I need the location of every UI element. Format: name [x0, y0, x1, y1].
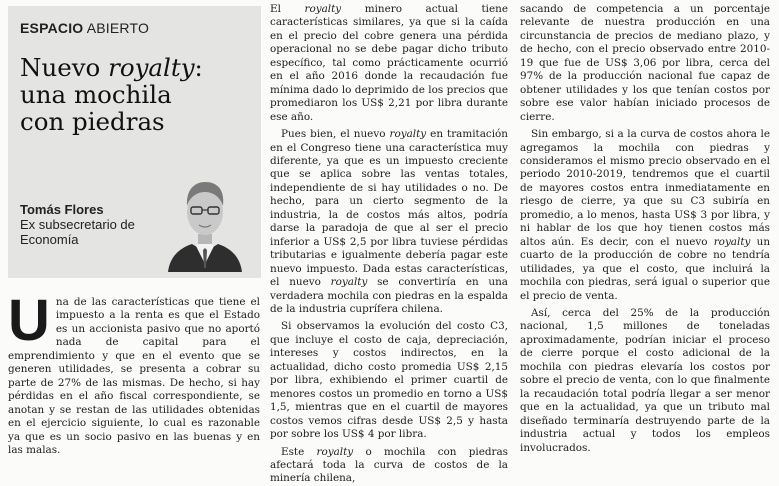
paragraph	[270, 128, 508, 316]
text-run: Sin embargo, si a la curva de costos ahora le agregamos la mochila con piedras y consideramos el mismo precio observado en el periodo 2010-2019, tendremos que el cuartil de mayores costos entra inmediatamente en riesgo de cierre, ya que su C3 subiría en promedio, a lo menos, hasta US$ 3 por libra, y ni hablar de los que hoy tienen costos más altos aún. Es decir, con el nuevo	[520, 128, 770, 248]
title-part: Nuevo	[20, 53, 109, 82]
paragraph: Así, cerca del 25% de la producción nacional, 1,5 millones de toneladas aproximadamente, podrían iniciar el proceso de cierre porque el costo adicional de la mochila con piedras elevaría los costos por sobre el precio de venta, con lo que finalmente la recaudación total podría llegar a ser menor que en la actualidad, ya que un tributo mal diseñado terminaría destruyendo parte de la industria actual y todos los empleos involucrados.	[520, 306, 770, 454]
text-italic: royalty	[316, 445, 354, 458]
text-italic: royalty	[389, 128, 427, 141]
title-colon: :	[194, 53, 203, 82]
paragraph	[270, 446, 508, 486]
title-line2: una mochila	[20, 80, 172, 109]
author-role: Ex subsecretario de Economía	[20, 217, 135, 247]
text-run: en tramitación en el Congreso tiene una característica muy diferente, ya que es un impuesto creciente que se aplica sobre las ventas totales, independiente de si hay utilidades o no. De hecho, para un cierto segmento de la industria, la de costos más altos, podría darse la paradoja de que al ser el precio inferior a US$ 2,5 por libra tuviese pérdidas tributarias e igualmente debería pagar este nuevo impuesto. Dada estas características, el nuevo	[270, 128, 508, 289]
author-block	[20, 202, 170, 247]
text-italic: royalty	[330, 276, 368, 289]
paragraph: Si observamos la evolución del costo C3, que incluye el costo de caja, depreciación, intereses y costos indirectos, en la actualidad, dicho costo promedia US$ 2,15 por libra, exhibiendo el primer cuartil de menores costos un promedio en torno a US$ 1,5, mientras que en el cuartil de mayores costos vemos cifras desde US$ 2,5 y hasta por sobre los US$ 4 por libra.	[270, 320, 508, 441]
column-2	[270, 3, 508, 486]
section-rest: ABIERTO	[86, 20, 150, 36]
column-1	[8, 288, 260, 457]
text-italic: royalty	[304, 3, 342, 15]
text-italic: royalty	[713, 235, 751, 248]
text-run: un cuarto de la producción de cobre no tendría utilidades, ya que el costo, que incluirá la mochila con piedras, será igual o superior que el precio de venta.	[520, 235, 771, 302]
section-label	[20, 20, 149, 36]
title-royalty: royalty	[108, 53, 195, 82]
paragraph	[520, 128, 770, 303]
paragraph	[8, 288, 260, 457]
text-run: Pues bien, el nuevo	[281, 128, 390, 141]
text-run: o mochila con piedras afectará toda la curva de costos de la minería chilena,	[270, 445, 509, 485]
drop-cap: U	[8, 288, 50, 353]
section-prefix: ESPACIO	[20, 20, 84, 36]
text-run: se convertiría en una verdadera mochila con piedras en la espalda de la industria cuprífera chilena.	[270, 276, 508, 315]
paragraph-text: na de las características que tiene el impuesto a la renta es que el Estado es un accionista pasivo que no aportó nada de capital para el emprendimiento y que en el evento que se generen utilidades, se presenta a cobrar su parte de 27% de las mismas. De hecho, si hay pérdidas en el año fiscal correspondiente, se anotan y se restan de las utilidades obtenidas en el ejercicio siguiente, lo cual es razonable ya que es un socio pasivo en las buenas y en las malas.	[8, 296, 260, 456]
article-title	[20, 54, 250, 135]
author-photo	[166, 172, 244, 272]
text-run: El	[270, 3, 305, 15]
text-run: Este	[281, 445, 317, 458]
text-run: minero actual tiene características similares, ya que si la caída en el precio del cobre genera una pérdida operacional no se debe pagar dicho tributo específico, tal como prácticamente ocurrió en el año 2016 donde la recaudación fue mínima dado lo deprimido de los precios que promediaron los US$ 2,21 por libra durante ese año.	[270, 3, 508, 123]
title-line3: con piedras	[20, 107, 165, 136]
paragraph: sacando de competencia a un porcentaje relevante de nuestra producción en una circunstancia de precios de mediano plazo, y de hecho, con el precio observado entre 2010-19 que fue de US$ 3,06 por libra, cerca del 97% de la producción nacional fue capaz de obtener utilidades y los que tenían costos por sobre ese valor habían iniciado procesos de cierre.	[520, 3, 770, 123]
paragraph	[270, 3, 508, 124]
column-3	[520, 3, 770, 455]
author-name: Tomás Flores	[20, 202, 104, 217]
